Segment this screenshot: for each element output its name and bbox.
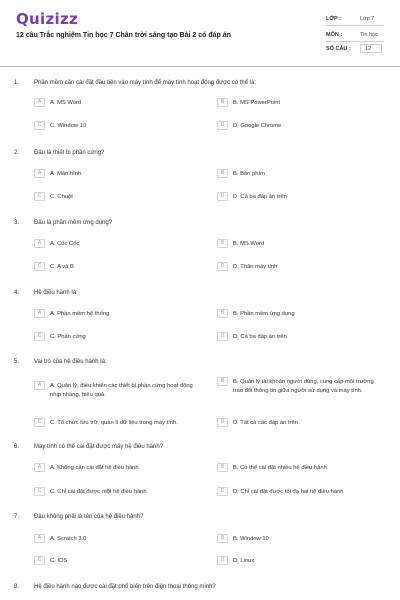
question-text: Đâu là phần mềm ứng dụng? xyxy=(34,220,113,226)
option-text: D. Cả ba đáp án trên xyxy=(233,194,287,200)
option-text: C. Tổ chức lưu trữ, quản lí dữ liệu trong máy tính. xyxy=(50,420,178,426)
option-letter-badge: B xyxy=(217,98,228,107)
question-number: 6. xyxy=(14,444,20,450)
question-number: 1. xyxy=(14,80,20,86)
question-text: Hệ điều hành là: xyxy=(34,290,78,296)
option-letter-badge: B xyxy=(217,169,228,178)
option-text: D. Chỉ cài đặt được tối đa hai hệ điều hành xyxy=(233,489,344,495)
question-number: 3. xyxy=(14,220,20,226)
option-letter-badge: A xyxy=(34,239,45,248)
meta-subject-label: MÔN : xyxy=(326,32,343,38)
option-text: D. Linux xyxy=(233,558,255,564)
question-count-box xyxy=(360,44,382,53)
question-text: Phần mềm cần cài đặt đầu tiên vào máy tính để máy tính hoạt động được có thể là: xyxy=(34,80,257,86)
question-text: Đâu là thiết bị phần cứng? xyxy=(34,150,105,156)
option-letter-badge: A xyxy=(34,98,45,107)
option-text: A. Không cần cài đặt hệ điều hành xyxy=(50,465,139,471)
question-number: 4. xyxy=(14,290,20,296)
option-text: C. Phần cứng xyxy=(50,334,86,340)
question-number: 8. xyxy=(14,584,20,590)
option-letter-badge: A xyxy=(34,309,45,318)
option-letter-badge: B xyxy=(217,377,228,386)
option-text: D. Thân máy tính xyxy=(233,264,278,270)
option-letter-badge: D xyxy=(217,262,228,271)
question-text: Máy tính có thể cài đặt được mấy hệ điều hành? xyxy=(34,444,164,450)
option-text: B. Window 10 xyxy=(233,536,269,542)
option-text: C. IOS xyxy=(50,558,68,564)
document-header xyxy=(0,0,400,62)
option-letter-badge: B xyxy=(217,309,228,318)
option-letter-badge: C xyxy=(34,487,45,496)
meta-count-label: SỐ CÂU : xyxy=(326,46,351,52)
option-text: B. MS Word xyxy=(233,241,265,247)
option-letter-badge: D xyxy=(217,418,228,427)
option-text: A. Scratch 3.0 xyxy=(50,536,87,542)
option-text: A. Quản lý, điều khiển các thiết bị phần cứng hoạt động nhịp nhàng, hiệu quả. xyxy=(50,383,193,398)
option-text: A. Cốc Cốc xyxy=(50,241,80,247)
option-letter-badge: A xyxy=(34,463,45,472)
option-letter-badge: C xyxy=(34,262,45,271)
option-text: D. Google Chrome xyxy=(233,123,282,129)
option-letter-badge: B xyxy=(217,534,228,543)
question-text: Vai trò của hệ điều hành là: xyxy=(34,359,107,365)
option-text: C. Chỉ cài đặt được một hệ điều hành xyxy=(50,489,147,495)
meta-grade-value: Lớp 7 xyxy=(360,16,375,22)
quizizz-logo: Quizizz xyxy=(16,10,79,28)
question-number: 2. xyxy=(14,150,20,156)
option-text: D. Tất cả các đáp án trên xyxy=(233,420,298,426)
option-text: C. Window 10 xyxy=(50,123,87,129)
question-text: Hệ điều hành nào được cài đặt phổ biến trên điện thoại thông minh? xyxy=(34,584,216,590)
meta-count-value: 12 xyxy=(365,46,372,52)
option-text: B. MS PowerPoint xyxy=(233,100,281,106)
option-letter-badge: D xyxy=(217,556,228,565)
option-letter-badge: C xyxy=(34,332,45,341)
meta-subject-value: Tin học xyxy=(360,32,378,38)
option-text: B. Phần mềm ứng dụng xyxy=(233,311,295,317)
option-text: C. A và B xyxy=(50,264,74,270)
meta-grade-label: LỚP : xyxy=(326,16,341,22)
option-letter-badge: B xyxy=(217,463,228,472)
option-letter-badge: D xyxy=(217,121,228,130)
question-number: 7. xyxy=(14,514,20,520)
question-number: 5. xyxy=(14,359,20,365)
option-letter-badge: D xyxy=(217,332,228,341)
option-letter-badge: A xyxy=(34,381,45,390)
option-text: B. Quản lý tài khoản người dùng, cung cấp môi trường trao đổi thông tin giữa người sử dụng và máy tính. xyxy=(233,379,374,394)
option-letter-badge: C xyxy=(34,418,45,427)
divider xyxy=(326,41,384,42)
option-text: B. Bàn phím xyxy=(233,171,265,177)
divider xyxy=(326,25,384,26)
option-letter-badge: D xyxy=(217,487,228,496)
option-text: A. Màn hình xyxy=(50,171,82,177)
option-letter-badge: D xyxy=(217,192,228,201)
question-text: Đâu không phải là tên của hệ điều hành? xyxy=(34,514,144,520)
option-text: C. Chuột xyxy=(50,194,73,200)
option-text: B. Có thể cài đặt nhiều hệ điều hành xyxy=(233,465,327,471)
option-letter-badge: C xyxy=(34,192,45,201)
option-letter-badge: A xyxy=(34,534,45,543)
option-letter-badge: A xyxy=(34,169,45,178)
header-divider xyxy=(0,66,400,67)
option-letter-badge: C xyxy=(34,121,45,130)
option-text: D. Cả ba đáp án trên xyxy=(233,334,287,340)
option-letter-badge: B xyxy=(217,239,228,248)
option-text: A. Phần mềm hệ thống xyxy=(50,311,110,317)
document-title: 12 câu Trắc nghiệm Tin học 7 Chân trời sáng tạo Bài 2 có đáp án xyxy=(16,32,231,39)
option-letter-badge: C xyxy=(34,556,45,565)
option-text: A. MS Word xyxy=(50,100,82,106)
